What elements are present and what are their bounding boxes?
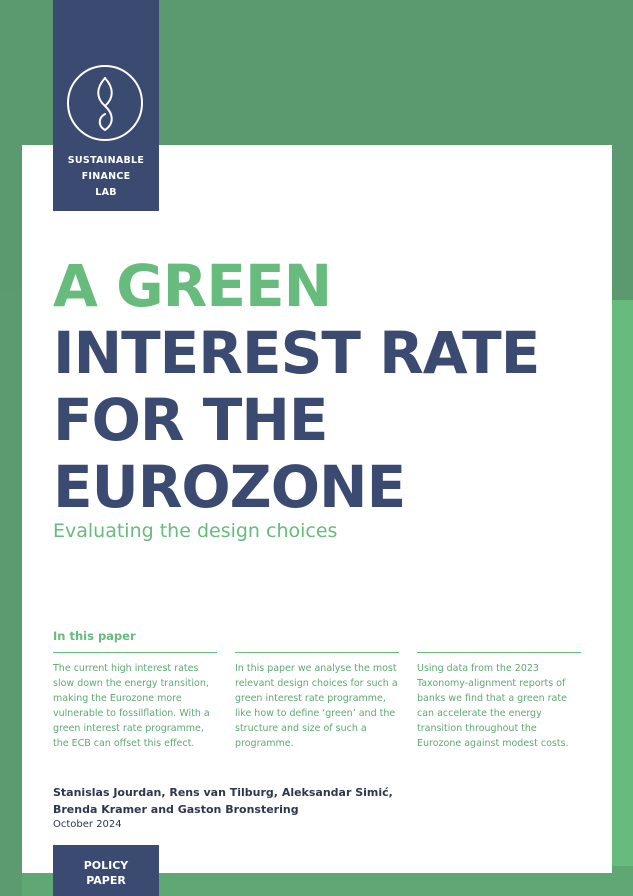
title-line: A GREEN [53, 252, 332, 320]
logo-line: SUSTAINABLE [67, 155, 145, 166]
summary-column: In this paper we analyse the most relevant design choices for such a green interest rate programme, like how to define ‘green’ and the structure and size of such a programme. [235, 652, 399, 751]
badge-line: PAPER [86, 874, 126, 887]
section-heading: In this paper [53, 629, 136, 643]
background-accent-left [0, 290, 22, 896]
title-line: FOR THE [53, 386, 328, 454]
authors [53, 784, 473, 818]
authors-line: Stanislas Jourdan, Rens van Tilburg, Aleksandar Simić, [53, 786, 393, 799]
title-line: EUROZONE [53, 453, 406, 521]
logo-line: FINANCE [81, 171, 131, 182]
title-line: INTEREST RATE [53, 319, 540, 387]
logo-tab [53, 0, 159, 211]
logo-text [53, 153, 159, 201]
summary-column: Using data from the 2023 Taxonomy-alignment reports of banks we find that a green rate can accelerate the energy transition throughout the Eurozone against modest costs. [417, 652, 581, 751]
publication-date: October 2024 [53, 819, 122, 830]
leaf-drop-icon [66, 64, 144, 142]
page-title [53, 253, 613, 521]
subtitle: Evaluating the design choices [53, 520, 338, 542]
badge-line: POLICY [83, 859, 129, 872]
logo-line: LAB [95, 187, 117, 198]
authors-line: Brenda Kramer and Gaston Bronstering [53, 803, 299, 816]
policy-paper-badge [53, 845, 159, 896]
summary-column: The current high interest rates slow down the energy transition, making the Eurozone more vulnerable to fossilflation. With a green interest rate programme, the ECB can offset this effect. [53, 652, 217, 751]
